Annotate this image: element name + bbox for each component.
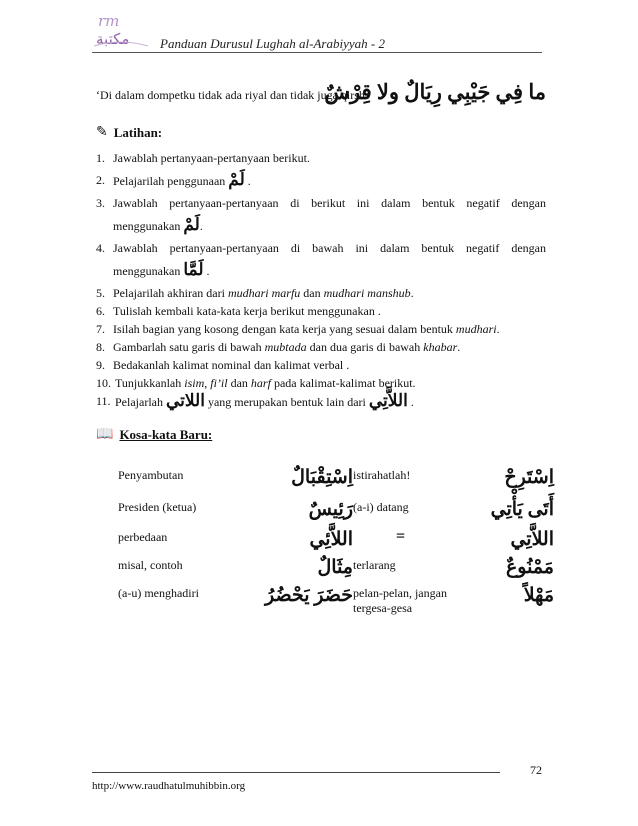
arabic-term: رَئِيسٌ (308, 499, 353, 520)
kosakata-heading-text: Kosa-kata Baru: (119, 426, 213, 442)
exercise-list (96, 150, 546, 416)
header-divider (92, 52, 542, 53)
list-item: 10. Tunjukkanlah isim, fi’il dan harf pada kalimat-kalimat berikut. (96, 376, 416, 390)
example-sentence (96, 80, 546, 110)
book-icon: 📖 (96, 427, 114, 442)
pencil-icon: ✎ (96, 125, 108, 140)
table-row: perbedaan اللاَّئِي = اللاَّتِي (118, 528, 554, 550)
svg-text:rm: rm (98, 12, 120, 30)
latihan-heading-text: Latihan: (113, 124, 163, 140)
quote-translation: ‘Di dalam dompetku tidak ada riyal dan tidak juga qirsh.’ (96, 88, 372, 102)
latihan-heading (96, 124, 162, 141)
arabic-term: اللاَّتِي (368, 391, 408, 410)
quote-arabic: ما فِي جَيْبِي رِيَالٌ ولا قِرْشٌ (324, 80, 546, 104)
arabic-term: مِثَالٌ (317, 557, 353, 578)
table-row: Penyambutan اِسْتِقْبَالٌ istirahatlah! اِسْتَرِحْ (118, 467, 554, 488)
footer-divider (92, 772, 500, 773)
arabic-term: اِسْتَرِحْ (504, 467, 554, 488)
site-logo (92, 10, 150, 50)
arabic-term: حَضَرَ يَحْضُرُ (265, 585, 353, 606)
arabic-term: مَهْلاً (523, 585, 554, 606)
equals-sign: = (396, 528, 406, 545)
table-row: misal, contoh مِثَالٌ terlarang مَمْنُوعٌ (118, 557, 554, 578)
list-item: 9. Bedakanlah kalimat nominal dan kalimat verbal . (96, 358, 350, 372)
arabic-term: لَمْ (183, 215, 200, 234)
list-item: 11. Pelajarlah اللاتي yang merupakan bentuk lain dari اللاَّتِي . (96, 391, 414, 410)
arabic-term: اللاَّتِي (510, 529, 554, 550)
arabic-term: أَتَى يَأْتِي (490, 499, 554, 520)
svg-text:مكتبة: مكتبة (96, 30, 130, 48)
arabic-term: اللاَّئِي (309, 529, 353, 550)
list-item: 3. Jawablah pertanyaan-pertanyaan di berikut ini dalam bentuk negatif dengan menggunakan لَمْ. (96, 196, 546, 234)
footer-url[interactable]: http://www.raudhatulmuhibbin.org (92, 780, 246, 792)
table-row: (a-u) menghadiri حَضَرَ يَحْضُرُ pelan-pelan, jangan tergesa-gesa مَهْلاً (118, 585, 554, 615)
arabic-term: اِسْتِقْبَالٌ (291, 467, 353, 488)
page-number: 72 (530, 763, 542, 777)
list-item: 5. Pelajarilah akhiran dari mudhari marfu dan mudhari manshub. (96, 286, 414, 300)
arabic-term: لَمَّا (183, 260, 204, 279)
table-row: Presiden (ketua) رَئِيسٌ (a-i) datang أَتَى يَأْتِي (118, 499, 554, 520)
list-item: 7. Isilah bagian yang kosong dengan kata kerja yang sesuai dalam bentuk mudhari. (96, 322, 500, 336)
header-title: Panduan Durusul Lughah al-Arabiyyah - 2 (160, 36, 385, 51)
arabic-term: مَمْنُوعٌ (505, 557, 554, 578)
list-item: 1. Jawablah pertanyaan-pertanyaan berikut. (96, 151, 310, 165)
kosakata-heading (96, 426, 212, 443)
list-item: 4. Jawablah pertanyaan-pertanyaan di bawah ini dalam bentuk negatif dengan menggunakan لَمَّا . (96, 241, 546, 279)
arabic-term: اللاتي (165, 391, 205, 410)
list-item: 6. Tulislah kembali kata-kata kerja berikut menggunakan . (96, 304, 381, 318)
arabic-term: لَمْ (228, 170, 245, 189)
list-item: 8. Gambarlah satu garis di bawah mubtada dan dua garis di bawah khabar. (96, 340, 461, 354)
list-item: 2. Pelajarilah penggunaan لَمْ . (96, 170, 251, 189)
